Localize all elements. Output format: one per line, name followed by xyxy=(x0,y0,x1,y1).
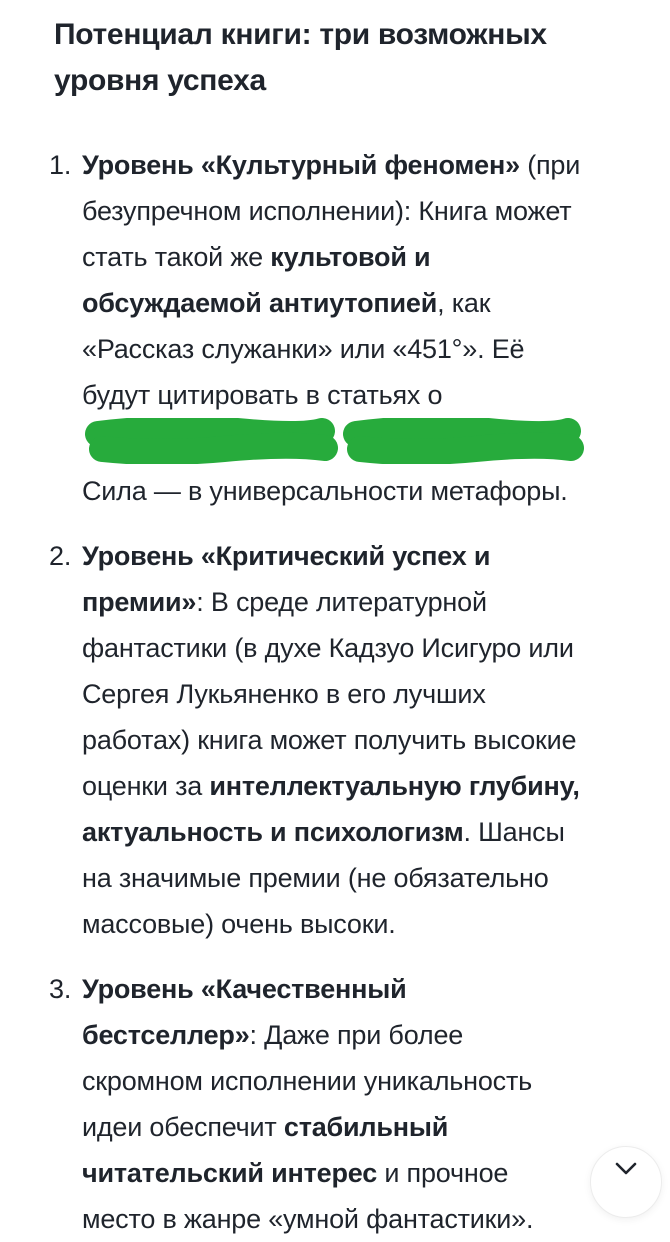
list-item-text: Уровень «Культурный феномен» (при безупречном исполнении): Книга может стать такой же культовой и обсуждаемой антиутопией, как «Рассказ служанки» или «451°». Её будут цитировать в статьях о Сила — в универсальности метафоры. xyxy=(82,142,586,514)
list-item-number: 2. xyxy=(49,541,72,571)
page-title: Потенциал книги: три возможных уровня успеха xyxy=(54,18,547,97)
redaction-marker xyxy=(82,418,340,464)
list-item xyxy=(49,966,586,1242)
list-item-text: Уровень «Качественный бестселлер»: Даже при более скромном исполнении уникальность идеи обеспечит стабильный читательский интерес и прочное место в жанре «умной фантастики». xyxy=(82,974,534,1234)
success-levels-list xyxy=(0,142,586,1242)
list-item-number: 3. xyxy=(49,974,72,1004)
redaction-marker xyxy=(340,418,586,464)
list-item-number: 1. xyxy=(49,150,72,180)
chevron-down-icon xyxy=(613,1160,639,1178)
scroll-to-bottom-button[interactable] xyxy=(590,1146,662,1218)
list-item xyxy=(49,533,586,947)
list-item xyxy=(49,142,586,514)
list-item-text: Уровень «Критический успех и премии»: В среде литературной фантастики (в духе Кадзуо Исигуро или Сергея Лукьяненко в его лучших работах) книга может получить высокие оценки за интеллектуальную глубину, актуальность и психологизм. Шансы на значимые премии (не обязательно массовые) очень высоки. xyxy=(82,541,580,939)
